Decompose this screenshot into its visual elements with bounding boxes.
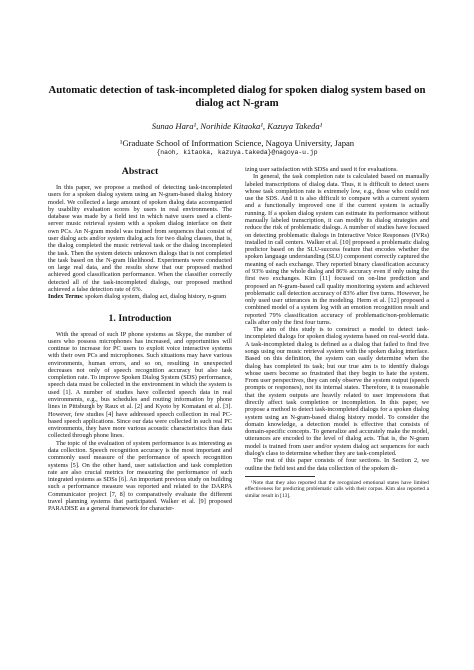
right-column [245, 166, 429, 499]
author-list: Sunao Hara¹, Norihide Kitaoka¹, Kazuya Takeda¹ [151, 121, 323, 131]
author-email: {naoh, kitaoka, kazuya.takeda}@nagoya-u.jp [156, 149, 318, 156]
intro-paragraph: In general, the task completion rate is calculated based on manually labeled transcriptions of dialog data. Thus, it is difficult to detect users whose task completion rate is extremely low, e.g., those who could not use the SDS. And it is also difficult to compare with a current system and a functionally improved one if the current system is actually running. If a spoken dialog system can estimate its performance without manually labeled transcription, it can modify its dialog strategies and reduce the risk of problematic dialogs. A number of studies have focused on detecting problematic dialogs in Interactive Voice Responses (IVRs) installed in call centers. Walker et al. [10] proposed a problematic dialog predictor based on the SLU-success feature that encodes whether the spoken language understanding (SLU) component correctly captured the meaning of each exchange. They reported binary classification accuracy of 93% using the whole dialog and 86% accuracy even if only using the first two exchanges. Kim [11] focused on on-line prediction and proposed an N-gram-based call quality monitoring system and achieved problematic call detection accuracy of 83% after five turns. However, he only used user utterances in the modeling. Herm et al. [12] proposed a combined model of a system log with an emotion recognition result and reported 79% classification accuracy of problematic/non-problematic calls after only the first four turns. [245, 173, 429, 326]
index-terms-text: : spoken dialog system, dialog act, dialog history, n-gram [81, 293, 226, 301]
footnote-rule [245, 476, 315, 477]
paper-title: Automatic detection of task-incompleted dialog for spoken dialog system based on dialog act N-gram [48, 84, 426, 109]
introduction-heading: 1. Introduction [108, 312, 172, 324]
abstract-text: In this paper, we propose a method of detecting task-incompleted users for a spoken dialog system using an N-gram-based dialog history model. We collected a large amount of spoken dialog data accompanied by usability evaluation scores by users in real environments. The database was made by a field test in which naive users used a client-server music retrieval system with a spoken dialog interface on their own PCs. An N-gram model was trained from sequences that consist of user dialog acts and/or system dialog acts for two dialog classes, that is, the dialog completed the music retrieval task or the dialog incompleted the task. Then the system detects unknown dialogs that is not completed the task based on the N-gram likelihood. Experiments were conducted on large real data, and the results show that our proposed method achieved good classification performance. When the classifier correctly detected all of the task-incompleted dialogs, our proposed method achieved a false detection rate of 6%. [48, 184, 232, 293]
intro-paragraph: The rest of this paper consists of four sections. In Section 2, we outline the field test and the data collection of the spoken di- [245, 457, 429, 472]
index-terms [48, 293, 232, 300]
intro-paragraph: The topic of the evaluation of system performance is as interesting as data collection. Speech recognition accuracy is the most important and commonly used measure of the performance of speech recognition systems [5]. On the other hand, user satisfaction and task completion rate are also crucial metrics for measuring the performance of such integrated systems as SDSs [6]. An important previous study on building such a performance measure was reported and related to the DARPA Communicator project [7, 8] to comparatively evaluate the different travel planning systems that participated. Walker et al. [9] proposed PARADISE as a general framework for character- [48, 439, 232, 513]
affiliation: ¹Graduate School of Information Science, Nagoya University, Japan [119, 138, 355, 148]
index-terms-label: Index Terms [48, 293, 82, 301]
footnote: ¹Note that they also reported that the recognized emotional states have limited effectiveness for predicting problematic calls with their corpus. Kim also reported a similar result in [13]. [245, 479, 429, 499]
abstract-heading: Abstract [121, 166, 159, 177]
intro-paragraph: With the spread of such IP phone systems as Skype, the number of users who possess microphones has increased, and opportunities will continue to increase for PC users to exploit voice interactive systems with their own PCs and microphones. Such situations may have various environments, human errors, and so on, resulting in unexpected decreases not only of speech recognition accuracy but also task completion rate. To improve Spoken Dialog System (SDS) performance, speech data must be collected in the environment in which the system is used [1]. A number of studies have collected speech data in real environments, e.g., bus schedules and routing information by phone lines in Pittsburgh by Raux et al. [2] and Kyoto by Komatani et al. [3]. However, few studies [4] have addressed speech collection in real PC-based speech applications. Since our data were collected in such real PC environments, they have more various acoustic characteristics than data collected through phone lines. [48, 330, 232, 440]
intro-paragraph: The aim of this study is to construct a model to detect task-incompleted dialogs for spoken dialog systems based on real-world data. A task-incompleted dialog is defined as a dialog that failed to find five songs using our music retrieval system with the spoken dialog interface. Based on this definition, the system can easily determine when the dialog has completed its task; but our true aim is to identify dialogs whose users become so frustrated that they begin to hate the system. From user perspectives, they can only observe the system output (speech prompts or responses), not its internal states. Therefore, it is reasonable that the system outputs are heavily related to user impressions that directly affect task completion or incompletion. In this paper, we propose a method to detect task-incompleted dialogs for a spoken dialog system using an N-gram-based dialog history model. To consider the domain knowledge, a detection model is effective that consists of domain-specific concepts. To generalize and accurately make the model, utterances are encoded to the level of dialog acts. That is, the N-gram model is trained from user and/or system dialog act sequences for each dialog's class to determine whether they are task-completed. [245, 326, 429, 457]
left-column [48, 166, 232, 513]
intro-paragraph: izing user satisfaction with SDSs and used it for evaluations. [245, 166, 398, 173]
